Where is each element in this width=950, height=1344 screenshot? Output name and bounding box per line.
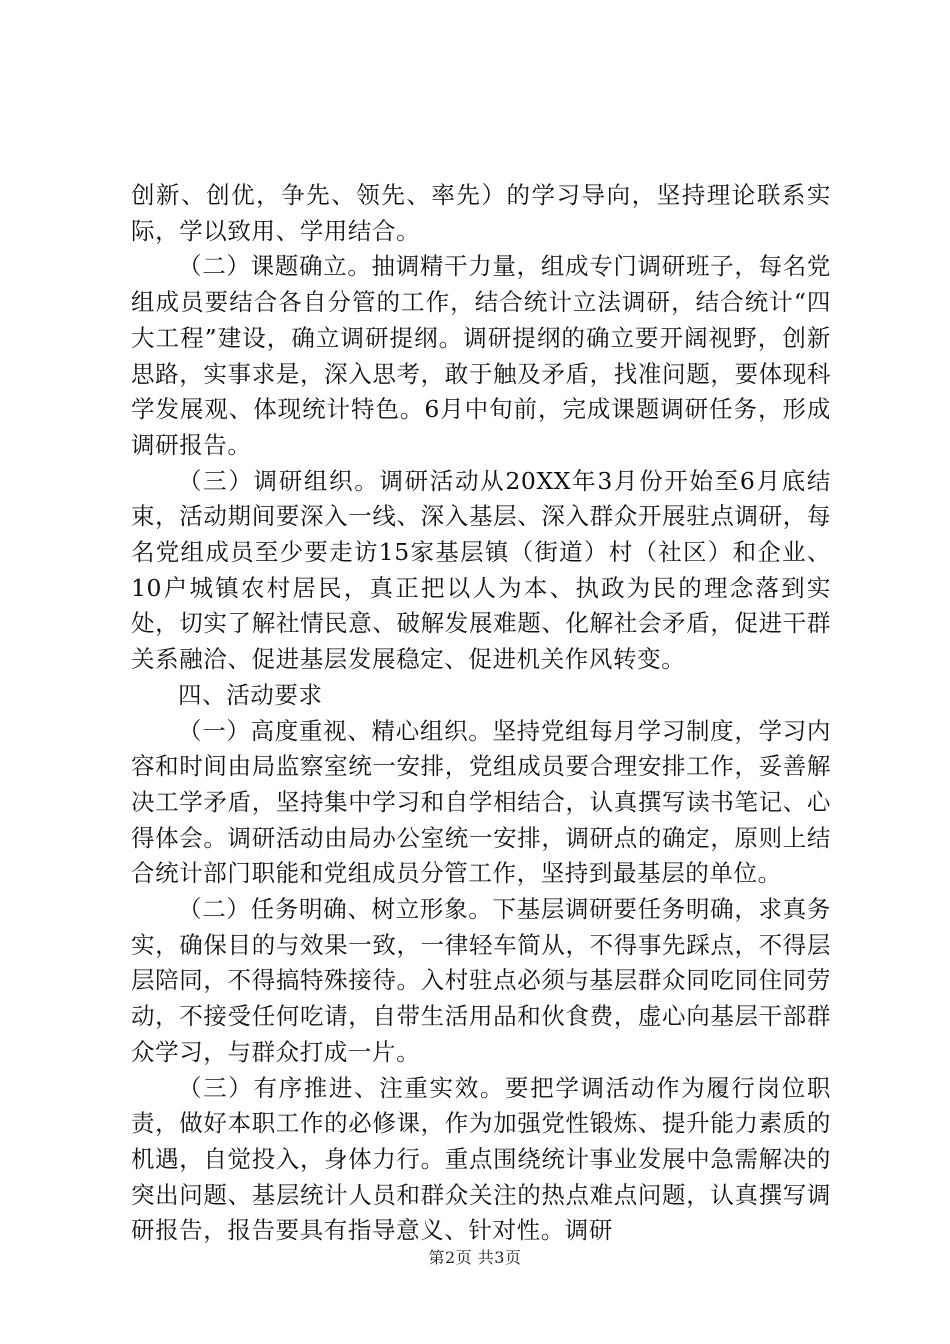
paragraph-continuation: 创新、创优，争先、领先、率先）的学习导向，坚持理论联系实际，学以致用、学用结合。 [131,181,831,245]
paragraph-requirement-3: （三）有序推进、注重实效。要把学调活动作为履行岗位职责，做好本职工作的必修课，作为加强党性锻炼、提升能力素质的机遇，自觉投入，身体力行。重点围绕统计事业发展中急需解决的突出问题、基层统计人员和群众关注的热点难点问题，认真撰写调研报告，报告要具有指导意义、针对性。调研 [131,1073,831,1245]
paragraph-topic-setting: （二）课题确立。抽调精干力量，组成专门调研班子，每名党组成员要结合各自分管的工作，结合统计立法调研，结合统计“四大工程”建设，确立调研提纲。调研提纲的确立要开阔视野，创新思路，实事求是，深入思考，敢于触及矛盾，找准问题，要体现科学发展观、体现统计特色。6月中旬前，完成课题调研任务，形成调研报告。 [131,252,831,459]
paragraph-requirement-1: （一）高度重视、精心组织。坚持党组每月学习制度，学习内容和时间由局监察室统一安排，党组成员要合理安排工作，妥善解决工学矛盾，坚持集中学习和自学相结合，认真撰写读书笔记、心得体会。调研活动由局办公室统一安排，调研点的确定，原则上结合统计部门职能和党组成员分管工作，坚持到最基层的单位。 [131,716,831,888]
page-footer: 第2页 共3页 [428,1248,522,1267]
section-heading-activity-requirements: 四、活动要求 [178,680,323,709]
paragraph-research-organization: （三）调研组织。调研活动从20XX年3月份开始至6月底结束，活动期间要深入一线、深入基层、深入群众开展驻点调研，每名党组成员至少要走访15家基层镇（街道）村（社区）和企业、10户城镇农村居民，真正把以人为本、执政为民的理念落到实处，切实了解社情民意、破解发展难题、化解社会矛盾，促进干群关系融洽、促进基层发展稳定、促进机关作风转变。 [131,466,831,674]
document-body [131,178,831,1249]
paragraph-requirement-2: （二）任务明确、树立形象。下基层调研要任务明确，求真务实，确保目的与效果一致，一律轻车简从，不得事先踩点，不得层层陪同，不得搞特殊接待。入村驻点必须与基层群众同吃同住同劳动，不接受任何吃请，自带生活用品和伙食费，虚心向基层干部群众学习，与群众打成一片。 [131,895,831,1066]
